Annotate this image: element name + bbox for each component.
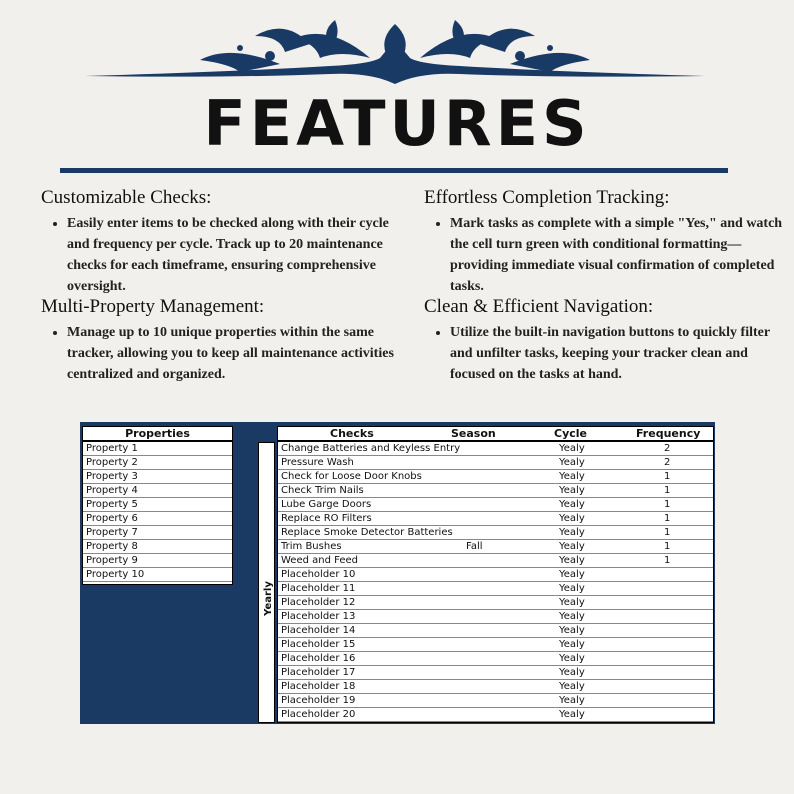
- season-cell: Fall: [466, 541, 483, 552]
- table-row: [278, 484, 713, 498]
- cycle-cell: Yealy: [559, 611, 585, 622]
- table-row: [278, 582, 713, 596]
- frequency-cell: 1: [664, 471, 671, 482]
- check-cell: Placeholder 15: [281, 639, 356, 650]
- property-row: [83, 540, 232, 554]
- feature-text: • Utilize the built-in navigation buttons to quickly filter and unfilter tasks, keeping your tracker clean and focused on the tasks at hand.: [450, 322, 794, 385]
- check-cell: Placeholder 16: [281, 653, 356, 664]
- check-cell: Placeholder 13: [281, 611, 356, 622]
- cycle-cell: Yealy: [559, 709, 585, 720]
- cycle-cell: Yealy: [559, 555, 585, 566]
- decorative-ornament-icon: [80, 14, 710, 94]
- check-cell: Placeholder 17: [281, 667, 356, 678]
- cycle-cell: Yealy: [559, 513, 585, 524]
- cycle-cell: Yealy: [559, 653, 585, 664]
- cycle-cell: Yealy: [559, 667, 585, 678]
- table-row: [278, 526, 713, 540]
- property-row: [83, 442, 232, 456]
- table-row: [278, 624, 713, 638]
- frequency-cell: 1: [664, 499, 671, 510]
- cycle-cell: Yealy: [559, 499, 585, 510]
- property-name: Property 8: [86, 541, 138, 552]
- check-cell: Placeholder 14: [281, 625, 356, 636]
- check-cell: Replace Smoke Detector Batteries: [281, 527, 453, 538]
- cycle-cell: Yealy: [559, 639, 585, 650]
- cycle-cell: Yealy: [559, 569, 585, 580]
- check-cell: Change Batteries and Keyless Entry: [281, 443, 461, 454]
- property-row: [83, 484, 232, 498]
- check-cell: Placeholder 12: [281, 597, 356, 608]
- check-cell: Placeholder 19: [281, 695, 356, 706]
- table-row: [278, 540, 713, 554]
- property-row: [83, 470, 232, 484]
- property-row: [83, 554, 232, 568]
- cycle-cell: Yealy: [559, 695, 585, 706]
- title-divider: [60, 168, 728, 173]
- feature-heading: Customizable Checks:: [41, 187, 212, 208]
- feature-completion-tracking: [424, 187, 794, 297]
- properties-header: Properties: [83, 427, 232, 442]
- property-name: Property 4: [86, 485, 138, 496]
- page-title: FEATURES: [203, 87, 591, 160]
- frequency-cell: 1: [664, 513, 671, 524]
- cycle-cell: Yealy: [559, 583, 585, 594]
- table-row: [278, 554, 713, 568]
- yearly-group-label: Yearly: [258, 442, 275, 723]
- properties-table: [82, 426, 233, 585]
- feature-text: • Manage up to 10 unique properties within the same tracker, allowing you to keep all maintenance activities centralized and organized.: [67, 322, 411, 385]
- table-row: [278, 652, 713, 666]
- frequency-cell: 2: [664, 443, 671, 454]
- table-row: [278, 610, 713, 624]
- cycle-cell: Yealy: [559, 485, 585, 496]
- table-row: [278, 568, 713, 582]
- property-name: Property 3: [86, 471, 138, 482]
- property-row: [83, 456, 232, 470]
- table-row: [278, 708, 713, 722]
- check-cell: Replace RO Filters: [281, 513, 372, 524]
- checks-header-row: [278, 427, 713, 442]
- frequency-cell: 1: [664, 485, 671, 496]
- frequency-cell: 1: [664, 555, 671, 566]
- cycle-cell: Yealy: [559, 457, 585, 468]
- property-name: Property 5: [86, 499, 138, 510]
- table-row: [278, 694, 713, 708]
- property-row: [83, 512, 232, 526]
- season-header: Season: [451, 427, 496, 440]
- property-row: [83, 568, 232, 582]
- property-name: Property 7: [86, 527, 138, 538]
- check-cell: Check for Loose Door Knobs: [281, 471, 422, 482]
- table-row: [278, 442, 713, 456]
- property-name: Property 2: [86, 457, 138, 468]
- check-cell: Placeholder 18: [281, 681, 356, 692]
- frequency-cell: 1: [664, 527, 671, 538]
- cycle-header: Cycle: [554, 427, 587, 440]
- check-cell: Weed and Feed: [281, 555, 358, 566]
- check-cell: Lube Garge Doors: [281, 499, 372, 510]
- feature-text: • Easily enter items to be checked along with their cycle and frequency per cycle. Track up to 20 maintenance checks for each timeframe, ensuring comprehensive oversight.: [67, 213, 411, 297]
- property-row: [83, 498, 232, 512]
- property-name: Property 6: [86, 513, 138, 524]
- feature-navigation: [424, 296, 794, 385]
- feature-customizable-checks: [41, 187, 411, 297]
- table-row: [278, 680, 713, 694]
- spreadsheet-screenshot: [80, 422, 715, 724]
- frequency-cell: 2: [664, 457, 671, 468]
- feature-multi-property: [41, 296, 411, 385]
- property-name: Property 10: [86, 569, 145, 580]
- check-cell: Check Trim Nails: [281, 485, 364, 496]
- cycle-cell: Yealy: [559, 443, 585, 454]
- feature-heading: Multi-Property Management:: [41, 296, 265, 317]
- cycle-cell: Yealy: [559, 527, 585, 538]
- checks-header: Checks: [330, 427, 374, 440]
- cycle-cell: Yealy: [559, 541, 585, 552]
- checks-table: [277, 426, 714, 723]
- feature-text: • Mark tasks as complete with a simple "Yes," and watch the cell turn green with conditional formatting—providing immediate visual confirmation of completed tasks.: [450, 213, 794, 297]
- check-cell: Placeholder 20: [281, 709, 356, 720]
- check-cell: Placeholder 11: [281, 583, 356, 594]
- table-row: [278, 470, 713, 484]
- property-name: Property 1: [86, 443, 138, 454]
- table-row: [278, 498, 713, 512]
- cycle-cell: Yealy: [559, 681, 585, 692]
- cycle-cell: Yealy: [559, 471, 585, 482]
- feature-heading: Clean & Efficient Navigation:: [424, 296, 654, 317]
- table-row: [278, 638, 713, 652]
- feature-heading: Effortless Completion Tracking:: [424, 187, 670, 208]
- table-row: [278, 456, 713, 470]
- table-row: [278, 596, 713, 610]
- table-row: [278, 512, 713, 526]
- frequency-cell: 1: [664, 541, 671, 552]
- cycle-cell: Yealy: [559, 597, 585, 608]
- property-row: [83, 526, 232, 540]
- property-name: Property 9: [86, 555, 138, 566]
- check-cell: Pressure Wash: [281, 457, 354, 468]
- check-cell: Placeholder 10: [281, 569, 356, 580]
- table-row: [278, 666, 713, 680]
- cycle-cell: Yealy: [559, 625, 585, 636]
- frequency-header: Frequency: [636, 427, 701, 440]
- check-cell: Trim Bushes: [281, 541, 342, 552]
